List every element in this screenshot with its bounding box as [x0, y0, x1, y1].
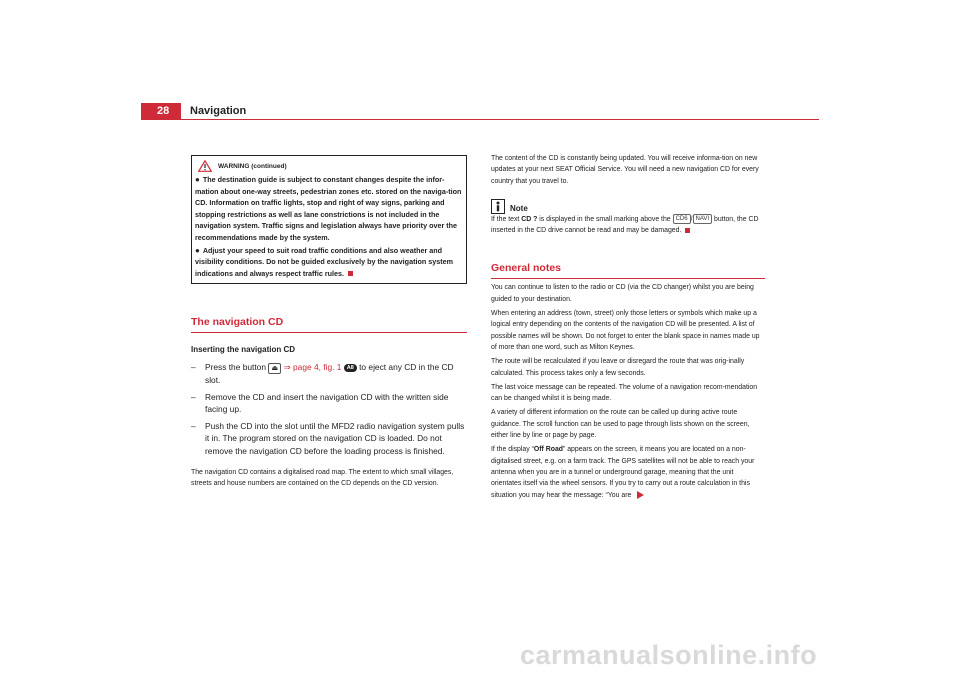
step-item: [191, 391, 467, 415]
left-column: [191, 155, 467, 489]
note-text: If the text: [491, 215, 520, 223]
intro-paragraph: The content of the CD is constantly being updated. You will receive informa-tion on new updates at your next SEAT Official Service. You will need a new navigation CD for every country that you travel to.: [491, 155, 759, 185]
section-end-icon: [348, 271, 353, 276]
page-reference-link[interactable]: ⇒ page 4, fig. 1: [283, 362, 342, 373]
note-text: button, the CD inserted in the CD drive cannot be read and may be damaged.: [491, 215, 759, 235]
note-text: is displayed in the small marking above the: [539, 215, 671, 223]
bullet-icon: ●: [195, 175, 200, 184]
step-item: [191, 361, 467, 385]
step-dash: –: [191, 421, 196, 432]
general-paragraph: You can continue to listen to the radio or CD (via the CD changer) whilst you are being guided to your destination.: [491, 284, 754, 303]
page-title: Navigation: [190, 105, 247, 117]
section-title-general-notes: General notes: [491, 260, 765, 279]
header-rule: [181, 119, 819, 120]
warning-item-text: The destination guide is subject to constant changes despite the infor-mation about one-way streets, pedestrian zones etc. stored on the naviga-tion CD. Information on traffic lights, stop and right of way signs, parking and stopping restrictions as well as lane constrictions is not included in the navigation system. Traffic signs and legislation always have priority over the recommendations made by the system.: [195, 175, 462, 242]
general-paragraph: The last voice message can be repeated. The volume of a navigation recom-mendation can be changed whilst it is being made.: [491, 383, 758, 403]
watermark: carmanualsonline.info: [520, 640, 818, 670]
step-text: Remove the CD and insert the navigation CD with the written side facing up.: [205, 391, 449, 415]
step-dash: –: [191, 362, 196, 373]
navi-button-label: NAVI: [693, 214, 713, 224]
section-end-icon: [685, 228, 690, 233]
step-text: to eject any CD in the CD slot.: [205, 362, 454, 385]
note-header: [491, 197, 765, 214]
paragraph-text: If the display “: [491, 446, 534, 454]
continue-arrow-icon: [637, 491, 644, 499]
general-paragraph: The route will be recalculated if you leave or disregard the route that was orig-inally calculated. This process takes only a few seconds.: [491, 358, 745, 377]
subheading-inserting-cd: Inserting the navigation CD: [191, 345, 296, 355]
warning-item: [195, 174, 463, 244]
callout-badge: A8: [344, 364, 357, 372]
warning-header: [195, 159, 463, 173]
cd-content-paragraph: The navigation CD contains a digitalised road map. The extent to which small villages, streets and house numbers are contained on the CD depends on the CD version.: [191, 468, 454, 488]
general-paragraph: A variety of different information on the route can be called up during active route guidance. The scroll function can be used to page through lists shown on the screen, either line by line or page by page.: [491, 409, 750, 440]
off-road-label: Off Road: [533, 446, 563, 454]
step-text: Push the CD into the slot until the MFD2 radio navigation system pulls it in. The program stored on the navigation CD is loaded. Do not remove the navigation CD before the loading process is finished.: [205, 421, 465, 456]
warning-item-text: Adjust your speed to suit road traffic conditions and also weather and visibility conditions. Do not be guided exclusively by the navigation system indications and always respect traffic rules.: [195, 245, 454, 278]
warning-title: WARNING (continued): [218, 162, 287, 170]
warning-box: [191, 155, 467, 284]
page-number: 28: [157, 105, 170, 117]
general-paragraph: [491, 444, 765, 500]
general-paragraph: When entering an address (town, street) only those letters or symbols which make up a logical entry depending on the contents of the navigation CD will be presented. A list of possible names will be shown. Do not forget to enter the blank space in names made up of more than one word, such as Milton Keynes.: [491, 310, 760, 351]
step-text: Press the button: [205, 362, 266, 373]
cd6-button-label: CD6: [673, 214, 691, 224]
right-column: [491, 153, 765, 501]
note-paragraph: [491, 214, 765, 237]
eject-key-icon: ⏏: [268, 363, 281, 374]
step-dash: –: [191, 391, 196, 402]
warning-item: [195, 245, 463, 280]
note-title: Note: [510, 203, 528, 213]
note-slash: /: [690, 215, 693, 223]
page-number-badge: [141, 103, 181, 120]
note-bold-text: CD ?: [521, 215, 538, 223]
step-item: [191, 420, 467, 457]
paragraph-text: ” appears on the screen, it means you are located on a non-digitalised street, e.g. on a farm track. The GPS satellites will not be able to reach your antenna when you are in a tunnel or underground garage, meaning that the unit orientates itself via the wheel sensors. If you try to carry out a route calculation in this situation you may hear the message: “You are: [491, 446, 755, 499]
warning-triangle-icon: [198, 160, 212, 172]
bullet-icon: ●: [195, 245, 200, 255]
note-info-icon: [491, 199, 505, 214]
section-title-navigation-cd: The navigation CD: [191, 314, 467, 333]
